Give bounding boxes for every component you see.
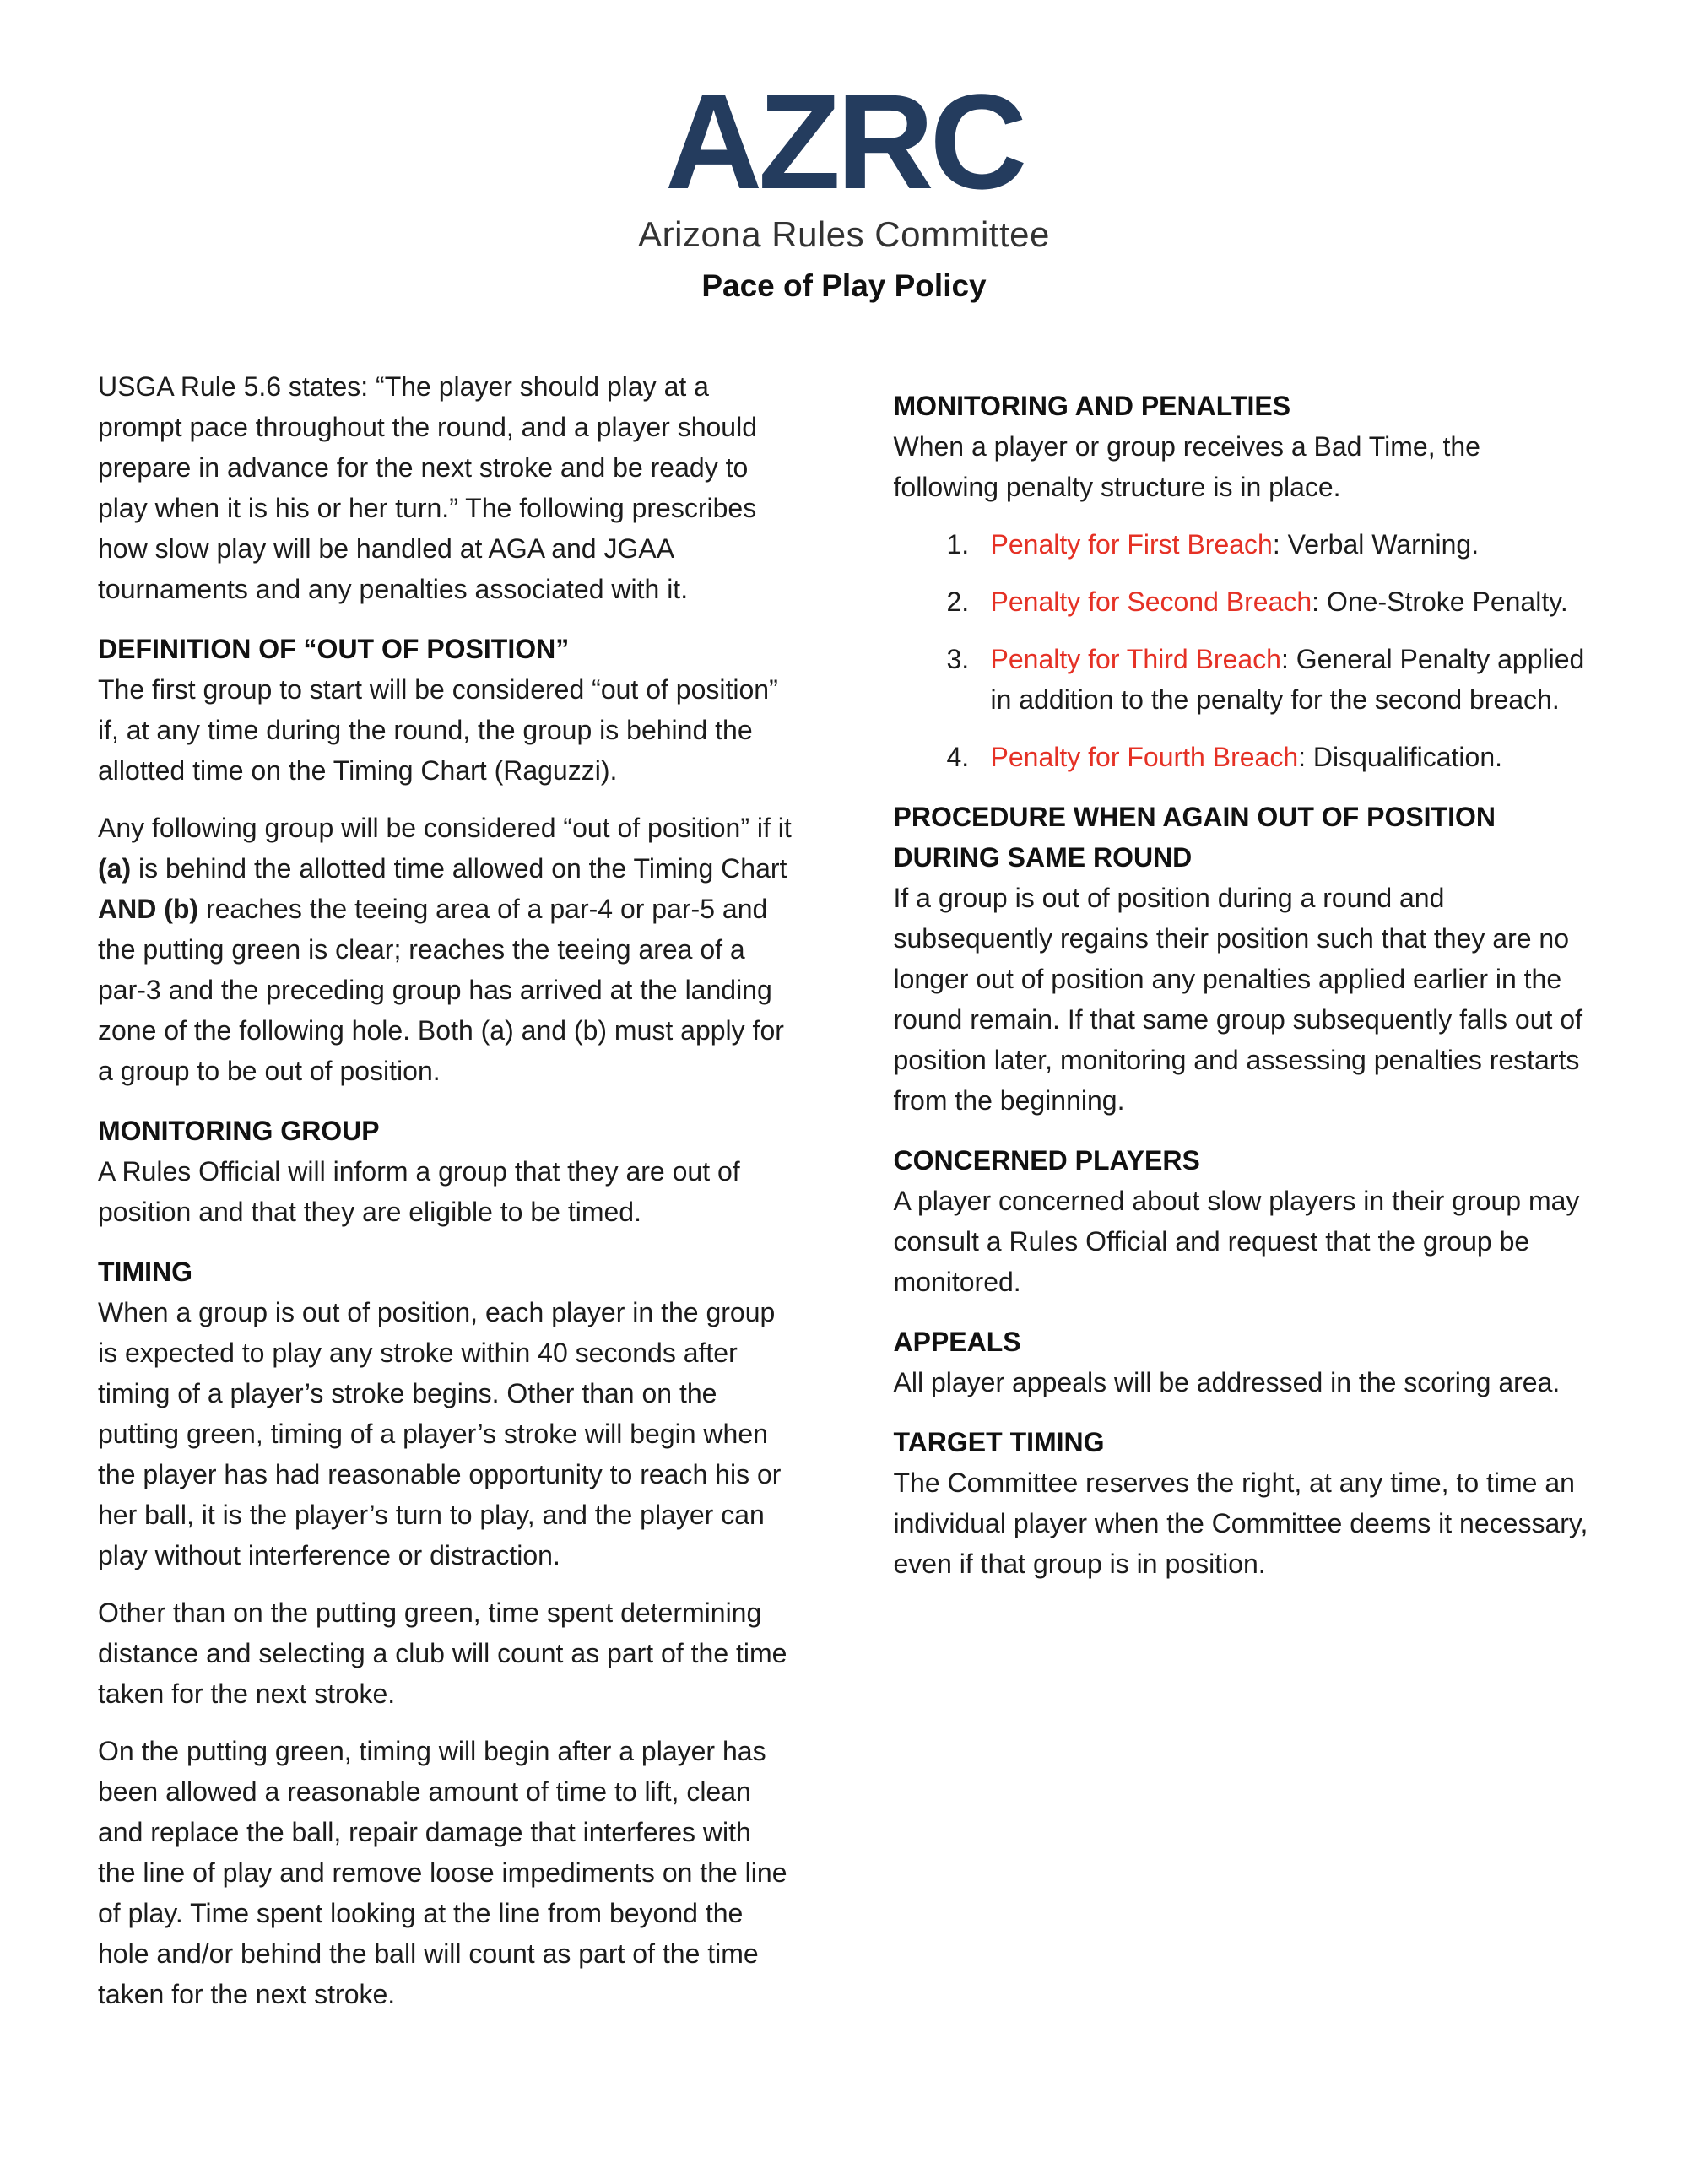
list-number: 1. <box>946 529 970 560</box>
list-number: 2. <box>946 587 970 617</box>
paragraph <box>98 1731 795 2014</box>
paragraph <box>894 878 1591 1121</box>
penalty-list-item <box>947 639 1591 720</box>
list-item-text <box>991 737 1591 777</box>
text-run: Other than on the putting green, time spent determining distance and selecting a club will count as part of the time taken for the next stroke. <box>98 1597 787 1709</box>
organization-name: Arizona Rules Committee <box>638 214 1050 254</box>
text-run: reaches the teeing area of a par-4 or par-5 and the putting green is clear; reaches the teeing area of a par-3 and the preceding group has arrived at the landing zone of the following hole. Both (a) and (b) must apply for a group to be out of position. <box>98 894 784 1086</box>
penalty-list <box>947 524 1591 777</box>
red-emphasis-text: Penalty for Second Breach <box>990 587 1312 617</box>
section-heading: MONITORING GROUP <box>98 1116 380 1146</box>
document-body <box>98 366 1590 2031</box>
red-emphasis-text: Penalty for First Breach <box>990 529 1273 560</box>
list-item-text <box>991 524 1591 565</box>
paragraph <box>894 426 1591 507</box>
azrc-logo: AZRC <box>664 66 1024 217</box>
paragraph <box>98 1292 795 1576</box>
section-heading: PROCEDURE WHEN AGAIN OUT OF POSITION DURING SAME ROUND <box>893 802 1496 873</box>
text-run: is behind the allotted time allowed on the Timing Chart <box>131 853 787 884</box>
text-run: : One-Stroke Penalty. <box>1312 587 1568 617</box>
paragraph <box>98 1151 795 1232</box>
text-run: Any following group will be considered “out of position” if it <box>98 813 792 843</box>
text-run: : Verbal Warning. <box>1272 529 1480 560</box>
text-run: If a group is out of position during a round and subsequently regains their position such that they are no longer out of position any penalties applied earlier in the round remain. If that same group subsequently falls out of position later, monitoring and assessing penalties restarts from the beginning. <box>893 883 1582 1116</box>
penalty-list-item <box>947 737 1591 777</box>
list-item-text <box>991 581 1591 622</box>
red-emphasis-text: Penalty for Third Breach <box>990 644 1281 674</box>
left-column <box>98 366 795 2031</box>
section-heading: CONCERNED PLAYERS <box>893 1145 1200 1176</box>
text-run: USGA Rule 5.6 states: “The player should play at a prompt pace throughout the round, and a player should prepare in advance for the next stroke and be ready to play when it is his or her turn.” The following prescribes how slow play will be handled at AGA and JGAA tournaments and any penalties associated with it. <box>98 371 757 604</box>
text-run: All player appeals will be addressed in the scoring area. <box>893 1367 1561 1397</box>
paragraph <box>98 808 795 1091</box>
text-run: When a group is out of position, each player in the group is expected to play any stroke within 40 seconds after timing of a player’s stroke begins. Other than on the putting green, timing of a player’s stroke will begin when the player has had reasonable opportunity to reach his or her ball, it is the player’s turn to play, and the player can play without interference or distraction. <box>98 1297 782 1570</box>
text-run: A Rules Official will inform a group that they are out of position and that they are eligible to be timed. <box>98 1156 740 1227</box>
section-heading: DEFINITION OF “OUT OF POSITION” <box>98 634 570 664</box>
red-emphasis-text: Penalty for Fourth Breach <box>990 742 1299 772</box>
paragraph <box>98 366 795 609</box>
text-run: A player concerned about slow players in their group may consult a Rules Official and request that the group be monitored. <box>893 1186 1580 1297</box>
section-heading: APPEALS <box>893 1327 1021 1357</box>
paragraph <box>98 1592 795 1714</box>
text-run: On the putting green, timing will begin after a player has been allowed a reasonable amount of time to lift, clean and replace the ball, repair damage that interferes with the line of play and remove loose impediments on the line of play. Time spent looking at the line from beyond the hole and/or behind the ball will count as part of the time taken for the next stroke. <box>98 1736 787 2009</box>
bold-text: (a) <box>98 853 132 884</box>
paragraph <box>894 1181 1591 1302</box>
text-run: When a player or group receives a Bad Time, the following penalty structure is in place. <box>893 431 1480 502</box>
document-title: Pace of Play Policy <box>701 268 987 303</box>
penalty-list-item <box>947 581 1591 622</box>
section-heading: MONITORING AND PENALTIES <box>893 391 1291 421</box>
text-run: The Committee reserves the right, at any time, to time an individual player when the Committee deems it necessary, even if that group is in position. <box>893 1468 1588 1579</box>
right-column <box>894 366 1591 2031</box>
text-run: : Disqualification. <box>1298 742 1503 772</box>
paragraph <box>894 1462 1591 1584</box>
paragraph <box>98 669 795 791</box>
section-heading: TIMING <box>98 1257 192 1287</box>
text-run: : General Penalty applied in addition to the penalty for the second breach. <box>990 644 1585 715</box>
penalty-list-item <box>947 524 1591 565</box>
list-number: 3. <box>946 644 970 674</box>
list-number: 4. <box>946 742 970 772</box>
text-run: The first group to start will be considered “out of position” if, at any time during the round, the group is behind the allotted time on the Timing Chart (Raguzzi). <box>98 674 778 786</box>
paragraph <box>894 1362 1591 1403</box>
document-header <box>98 66 1590 304</box>
section-heading: TARGET TIMING <box>893 1427 1105 1457</box>
list-item-text <box>991 639 1591 720</box>
bold-text: AND (b) <box>98 894 199 924</box>
